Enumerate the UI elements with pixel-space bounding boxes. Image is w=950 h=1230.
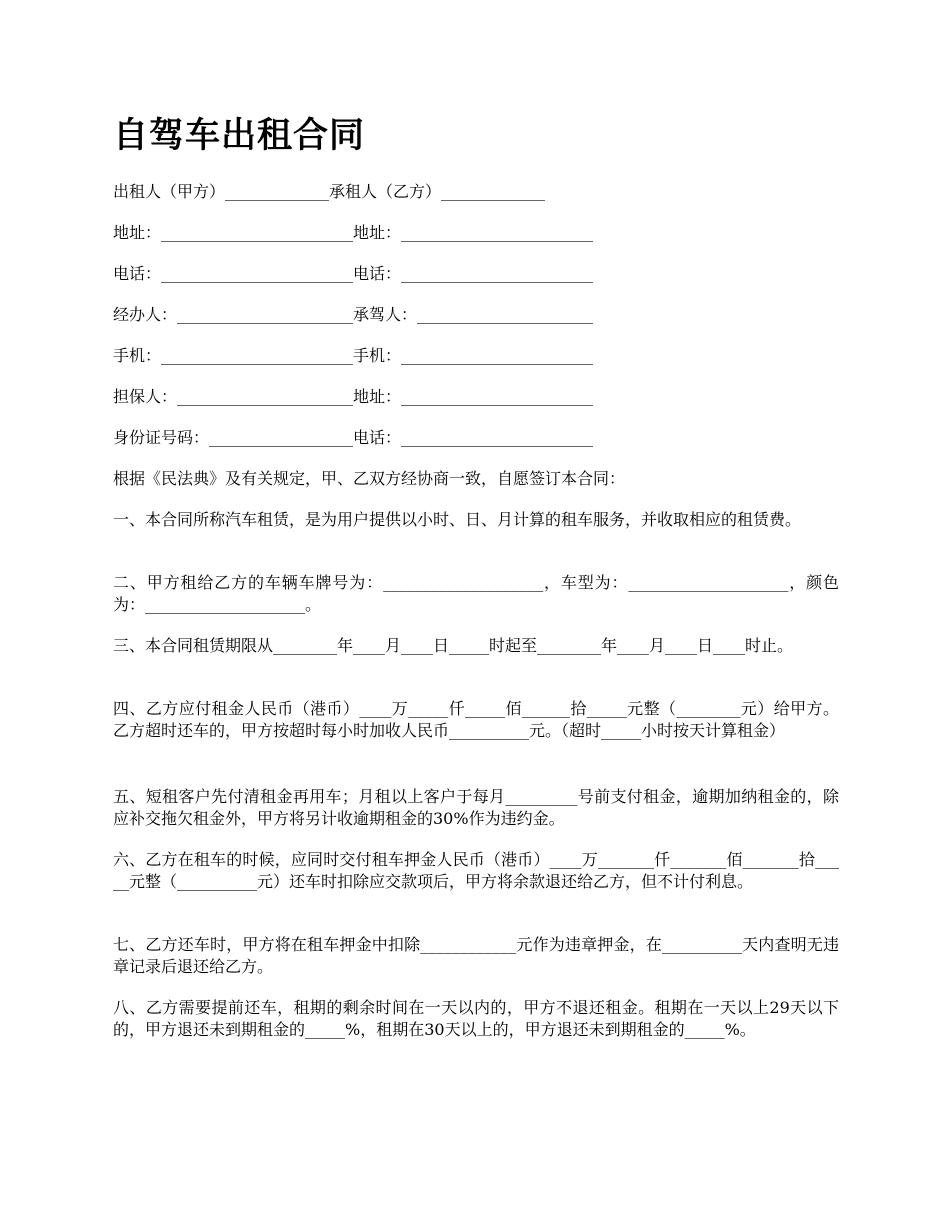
clause-2: 二、甲方租给乙方的车辆车牌号为：____________________，车型为：____________________，颜色为：____________________。 <box>113 573 839 614</box>
clause-3: 三、本合同租赁期限从________年____月____日_____时起至________年____月____日____时止。 <box>113 636 794 655</box>
clause-4: 四、乙方应付租金人民币（港币）____万_____仟_____佰______拾_____元整（________元）给甲方。乙方超时还车的，甲方按超时每小时加收人民币__________元。（超时_____小时按天计算租金） <box>113 699 839 740</box>
clause-5: 五、短租客户先付清租金再用车；月租以上客户于每月_________号前支付租金，逾期加纳租金的，除应补交拖欠租金外，甲方将另计收逾期租金的30%作为违约金。 <box>113 787 839 828</box>
party-names-line: 出租人（甲方）_____________承租人（乙方）_____________ <box>113 182 546 201</box>
address-line: 地址：________________________地址：________________________ <box>113 223 594 242</box>
intro-paragraph: 根据《民法典》及有关规定，甲、乙双方经协商一致，自愿签订本合同： <box>113 469 626 488</box>
clause-1: 一、本合同所称汽车租赁，是为用户提供以小时、日、月计算的租车服务，并收取相应的租赁费。 <box>113 510 802 529</box>
clause-6: 六、乙方在租车的时候，应同时交付租车押金人民币（港币）____万_______仟_______佰_______拾_____元整（__________元）还车时扣除应交款项后，甲方将余款退还给乙方，但不计付利息。 <box>113 850 839 891</box>
guarantor-address-line: 担保人：______________________地址：________________________ <box>113 387 594 406</box>
id-number-phone-line: 身份证号码：__________________电话：________________________ <box>113 428 594 447</box>
handler-driver-line: 经办人：______________________承驾人：______________________ <box>113 305 594 324</box>
clause-7: 七、乙方还车时，甲方将在租车押金中扣除____________元作为违章押金，在__________天内查明无违章记录后退还给乙方。 <box>113 935 839 976</box>
mobile-line: 手机：________________________手机：________________________ <box>113 346 594 365</box>
clause-8: 八、乙方需要提前还车，租期的剩余时间在一天以内的，甲方不退还租金。租期在一天以上29天以下的，甲方退还未到期租金的_____%，租期在30天以上的，甲方退还未到期租金的_____%。 <box>113 998 839 1039</box>
phone-line: 电话：________________________电话：________________________ <box>113 264 594 283</box>
document-title: 自驾车出租合同 <box>113 116 366 156</box>
